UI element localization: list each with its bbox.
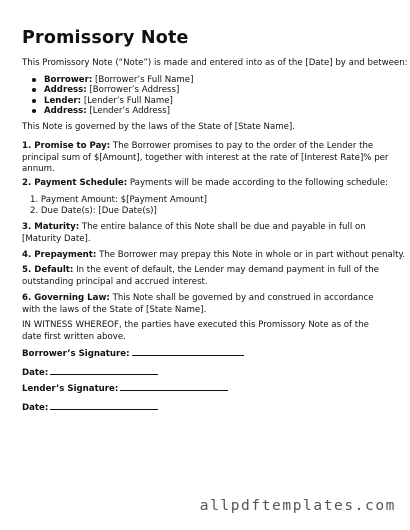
lender-date-field[interactable]: Date:: [22, 402, 158, 414]
section-governing-law: 6. Governing Law: This Note shall be governed by and construed in accordance with the laws of the State of [State Name].: [22, 293, 374, 315]
document-title: Promissory Note: [22, 28, 189, 48]
party-lender: Lender: [Lender’s Full Name]: [30, 96, 193, 106]
borrower-date-field[interactable]: Date:: [22, 367, 158, 379]
section-promise: 1. Promise to Pay: The Borrower promises to pay to the order of the Lender the principal sum of $[Amount], together with interest at the rate of [Interest Rate]% per annum.: [22, 141, 389, 174]
date-line: [50, 402, 158, 410]
signature-line: [120, 383, 228, 391]
section-schedule: 2. Payment Schedule: Payments will be made according to the following schedule:: [22, 178, 389, 188]
party-borrower-address: Address: [Borrower’s Address]: [30, 85, 193, 95]
section-default: 5. Default: In the event of default, the Lender may demand payment in full of the outstanding principal and accrued interest.: [22, 265, 379, 287]
schedule-list: [30, 195, 207, 217]
section-prepayment: 4. Prepayment: The Borrower may prepay this Note in whole or in part without penalty.: [22, 250, 406, 260]
governing-statement: This Note is governed by the laws of the State of [State Name].: [22, 122, 295, 132]
schedule-item: 2. Due Date(s): [Due Date(s)]: [30, 206, 157, 216]
bullet-icon: [32, 99, 36, 103]
parties-list: [30, 75, 193, 116]
site-watermark: allpdftemplates.com: [199, 498, 396, 514]
lender-signature-field[interactable]: Lender’s Signature:: [22, 383, 228, 395]
signature-line: [132, 348, 244, 356]
intro-paragraph: This Promissory Note (“Note”) is made and entered into as of the [Date] by and between:: [22, 58, 408, 68]
bullet-icon: [32, 88, 36, 92]
witness-paragraph: IN WITNESS WHEREOF, the parties have executed this Promissory Note as of the date first written above.: [22, 320, 369, 342]
bullet-icon: [32, 78, 36, 82]
date-line: [50, 367, 158, 375]
bullet-icon: [32, 109, 36, 113]
party-borrower: Borrower: [Borrower’s Full Name]: [30, 75, 193, 85]
party-lender-address: Address: [Lender’s Address]: [30, 106, 193, 116]
borrower-signature-field[interactable]: Borrower’s Signature:: [22, 348, 244, 360]
section-maturity: 3. Maturity: The entire balance of this Note shall be due and payable in full on [Maturity Date].: [22, 222, 366, 244]
schedule-item: 1. Payment Amount: $[Payment Amount]: [30, 195, 207, 205]
